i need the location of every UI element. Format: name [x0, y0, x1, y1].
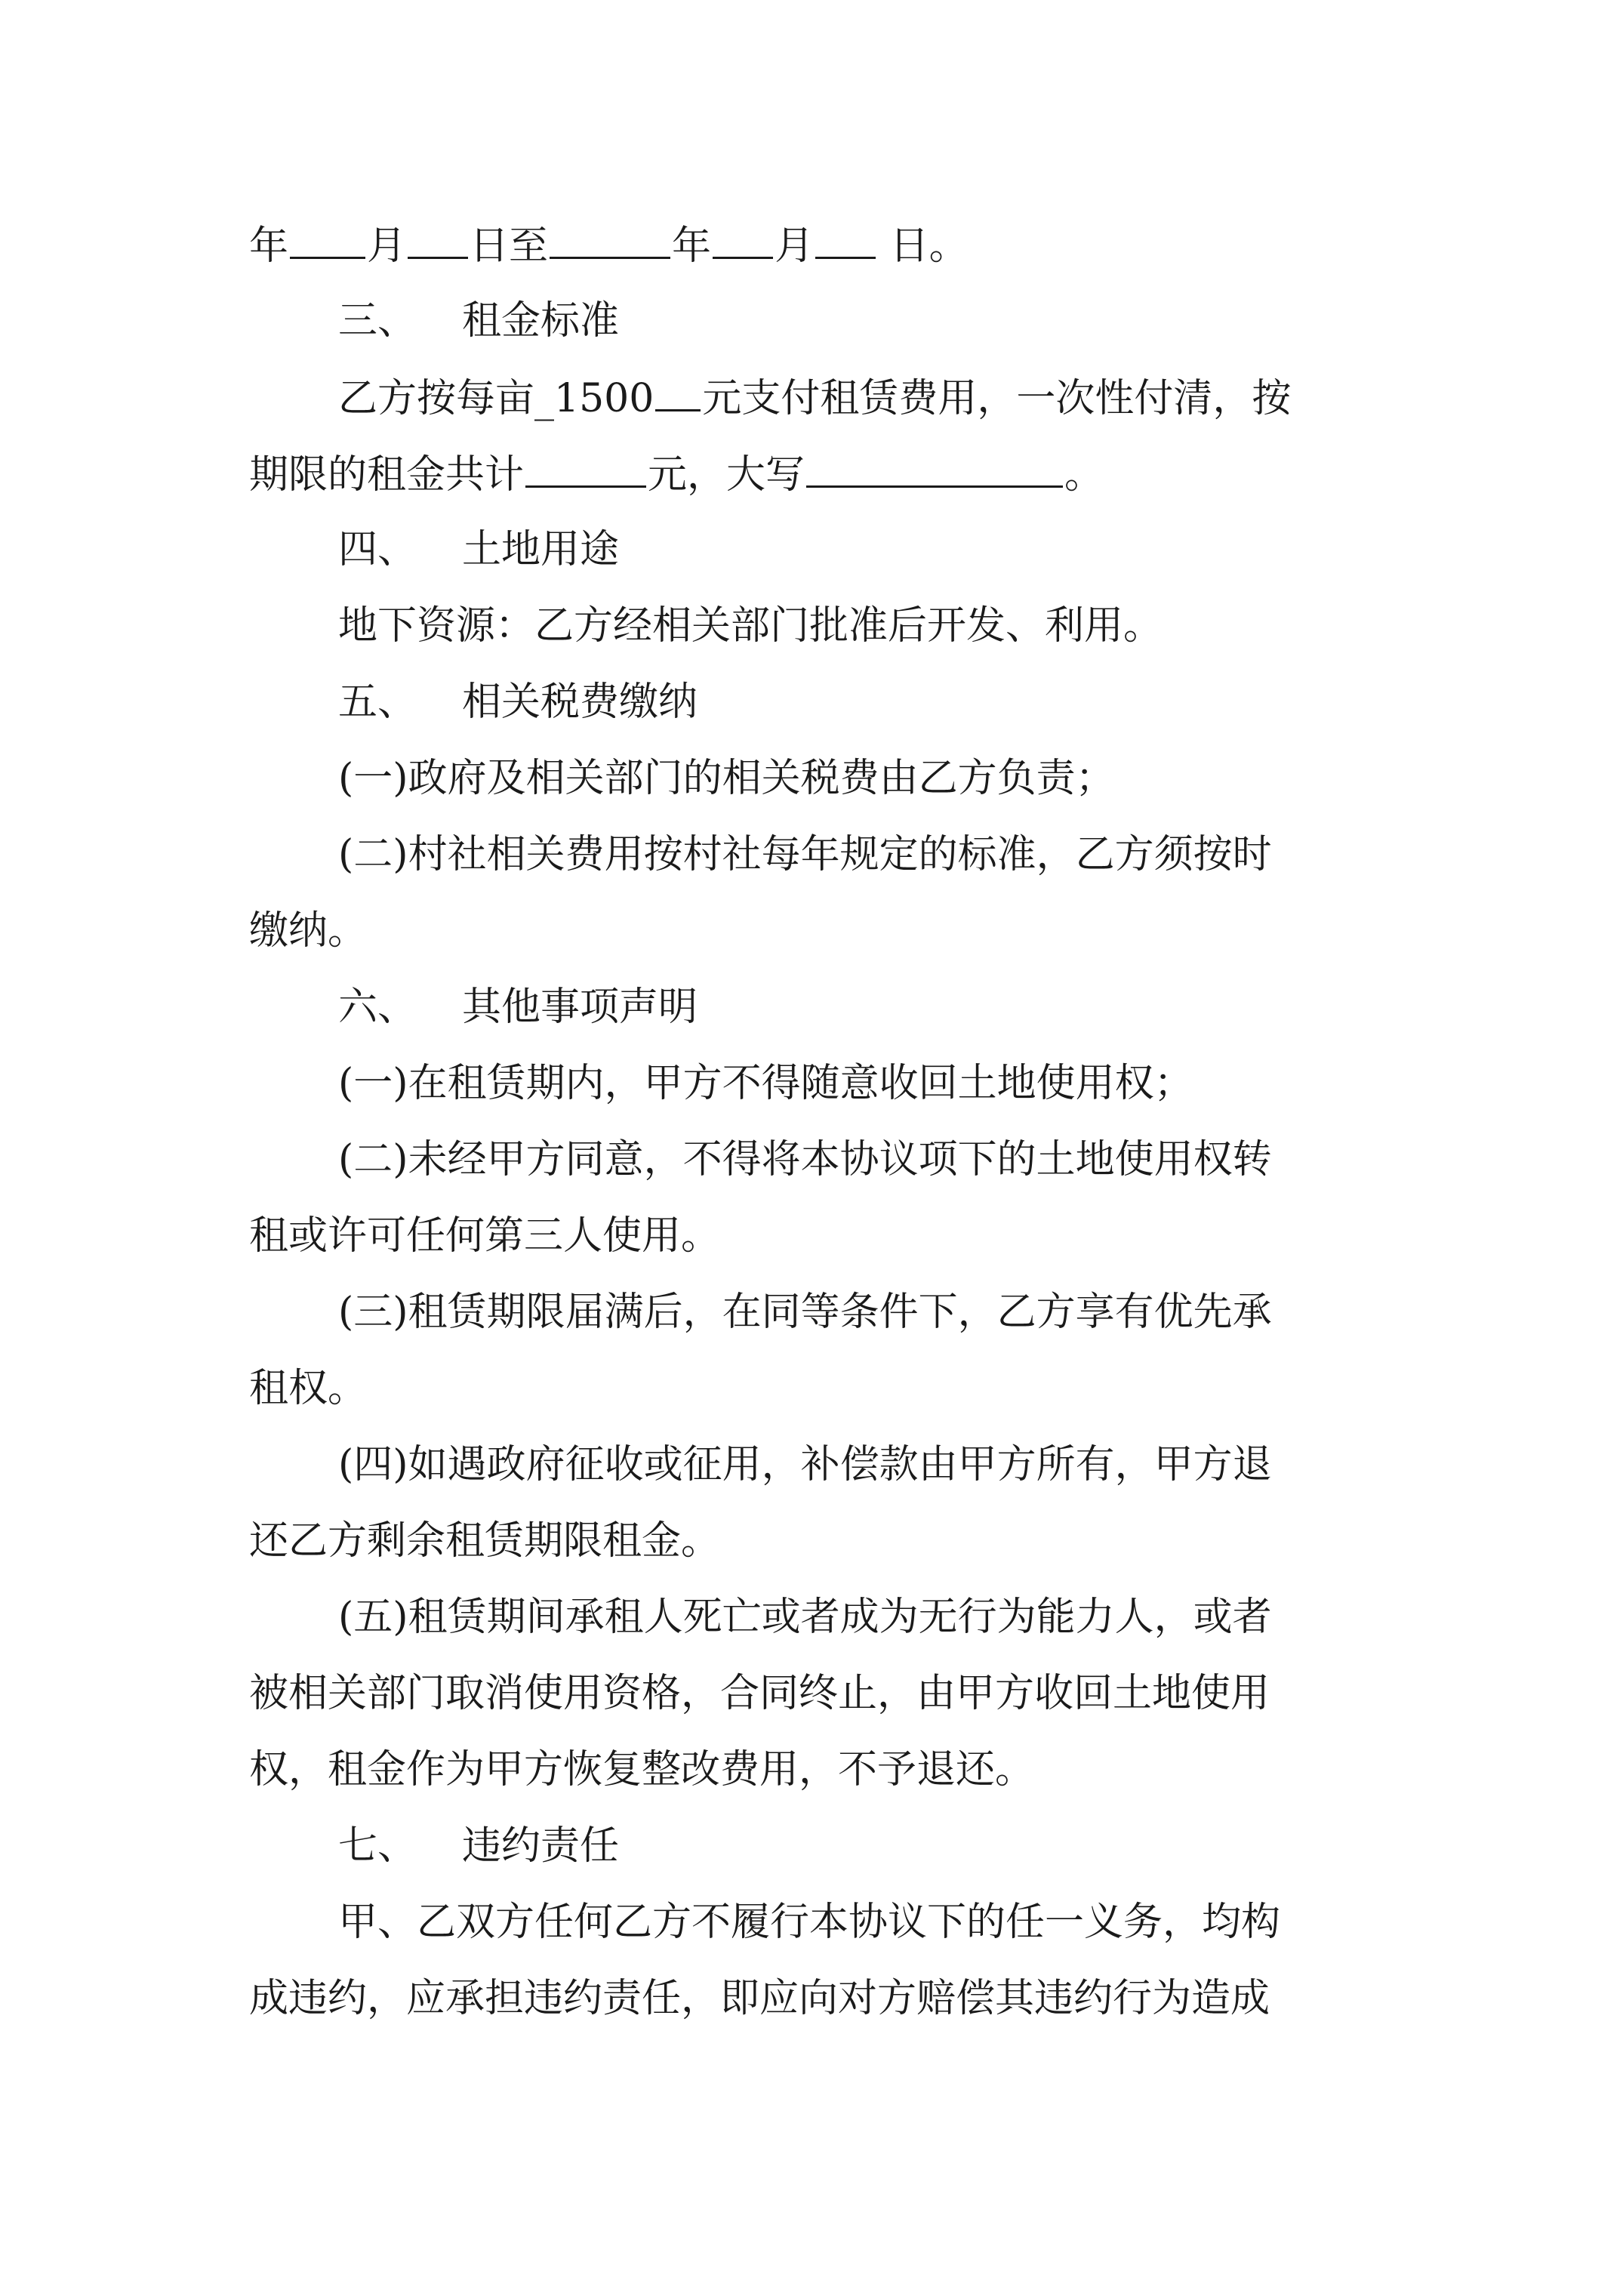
breach-line-2: 成违约，应承担违约责任，即应向对方赔偿其违约行为造成: [249, 1976, 1270, 2021]
section-3-heading: [338, 297, 619, 345]
rent-rate-text: 乙方按每亩: [338, 376, 535, 421]
section-title: 相关税费缴纳: [462, 680, 698, 725]
blank-day-end: [815, 220, 876, 259]
year-label: 年: [249, 223, 289, 269]
document-page: [249, 0, 1385, 2296]
month-label: 月: [367, 223, 407, 269]
rent-end-punct: 。: [1064, 452, 1104, 498]
blank-month-end: [713, 220, 773, 259]
year-end-label: 年: [672, 223, 712, 269]
blank-month: [290, 220, 365, 259]
day-end-label: 日。: [889, 223, 969, 269]
other-item-5-line-3: 权，租金作为甲方恢复整改费用，不予退还。: [249, 1747, 1035, 1792]
tax-item-2-line-2: 缴纳。: [249, 908, 368, 954]
blank-day: [408, 220, 468, 259]
date-range-line: [249, 220, 969, 269]
rent-rate-line: 乙方按每亩_1500 元支付租赁费用，一次性付清，按: [338, 373, 1291, 421]
rent-payment-text: 元支付租赁费用，一次性付清，按: [702, 376, 1292, 421]
rent-capital-text: 元，大写: [648, 452, 805, 498]
section-title: 其他事项声明: [462, 985, 698, 1030]
section-number: 五、: [338, 680, 417, 725]
other-item-4-line-2: 还乙方剩余租赁期限租金。: [249, 1518, 721, 1564]
section-number: 四、: [338, 527, 417, 572]
blank-year-end: [550, 220, 670, 259]
day-to-label: 日至: [470, 223, 549, 269]
section-5-heading: [338, 678, 698, 726]
section-title: 违约责任: [462, 1823, 620, 1869]
tax-item-2-line-1: (二)村社相关费用按村社每年规定的标准，乙方须按时: [338, 832, 1272, 877]
other-item-3-line-1: (三)租赁期限届满后，在同等条件下，乙方享有优先承: [338, 1290, 1272, 1335]
month-end-label: 月: [775, 223, 815, 269]
other-item-2-line-1: (二)未经甲方同意，不得将本协议项下的土地使用权转: [338, 1137, 1272, 1182]
section-number: 七、: [338, 1823, 417, 1869]
rent-total-text: 期限的租金共计: [249, 452, 525, 498]
section-number: 三、: [338, 298, 417, 344]
section-6-heading: [338, 983, 698, 1031]
other-item-5-line-2: 被相关部门取消使用资格，合同终止，由甲方收回土地使用: [249, 1671, 1270, 1716]
section-4-heading: [338, 525, 619, 574]
tax-item-1: (一)政府及相关部门的相关税费由乙方负责；: [338, 756, 1115, 801]
blank-after-amount: [655, 373, 701, 411]
other-item-5-line-1: (五)租赁期间承租人死亡或者成为无行为能力人，或者: [338, 1595, 1272, 1640]
section-number: 六、: [338, 985, 417, 1030]
other-item-2-line-2: 租或许可任何第三人使用。: [249, 1213, 721, 1259]
section-title: 租金标准: [462, 298, 620, 344]
other-item-1: (一)在租赁期内，甲方不得随意收回土地使用权；: [338, 1061, 1193, 1106]
other-item-3-line-2: 租权。: [249, 1366, 368, 1411]
land-use-text: 地下资源：乙方经相关部门批准后开发、利用。: [338, 603, 1163, 649]
section-7-heading: [338, 1822, 619, 1870]
blank-capital-amount: [806, 449, 1063, 488]
breach-line-1: 甲、乙双方任何乙方不履行本协议下的任一义务，均构: [338, 1900, 1281, 1945]
section-title: 土地用途: [462, 527, 620, 572]
other-item-4-line-1: (四)如遇政府征收或征用，补偿款由甲方所有，甲方退: [338, 1442, 1272, 1487]
rent-per-mu-value: 1500: [554, 376, 654, 421]
rent-total-line: [249, 449, 1104, 498]
blank-total-amount: [525, 449, 646, 488]
